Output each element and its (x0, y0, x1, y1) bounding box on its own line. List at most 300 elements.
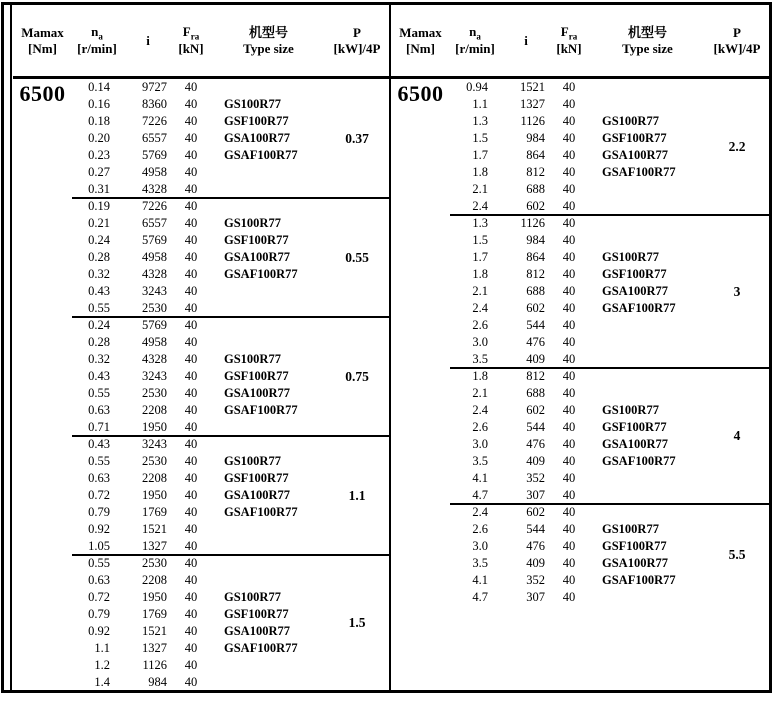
header-text: [r/min] (77, 40, 117, 56)
table-row (72, 453, 325, 470)
cell-fra: 40 (562, 352, 576, 366)
cell-ratio: 9727 (142, 80, 167, 94)
cell-na: 0.63 (88, 573, 110, 587)
cell-fra: 40 (184, 216, 198, 230)
power-rating-value: 1.5 (348, 615, 366, 630)
cell-na: 4.7 (472, 488, 488, 502)
group-rows (72, 79, 325, 198)
cell-na: 4.7 (472, 590, 488, 604)
power-group (72, 79, 389, 198)
cell-na: 0.55 (88, 301, 110, 315)
table-row (72, 351, 325, 368)
table-row (72, 657, 325, 674)
cell-fra: 40 (562, 539, 576, 553)
cell-ratio: 4328 (142, 267, 167, 281)
table-row (72, 147, 325, 164)
cell-fra: 40 (562, 114, 576, 128)
header-text: $n_a$ (91, 24, 103, 42)
cell-na: 0.27 (88, 165, 110, 179)
cell-na: 1.1 (94, 641, 110, 655)
table-row (72, 164, 325, 181)
table-row (450, 266, 705, 283)
cell-na: 2.6 (472, 318, 488, 332)
table-outer-border (1, 2, 772, 693)
cell-na: 0.43 (88, 369, 110, 383)
group-rows (450, 79, 705, 215)
col-header-na (450, 5, 500, 76)
table-row (72, 470, 325, 487)
table-row (450, 351, 705, 368)
table-row (450, 538, 705, 555)
table-row (450, 79, 705, 96)
cell-na: 1.8 (472, 267, 488, 281)
cell-fra: 40 (184, 437, 198, 451)
table-row (72, 504, 325, 521)
cell-na: 0.55 (88, 386, 110, 400)
cell-fra: 40 (562, 267, 576, 281)
table-body (391, 79, 769, 690)
cell-na: 0.43 (88, 284, 110, 298)
cell-na: 0.32 (88, 352, 110, 366)
cell-ratio: 1769 (142, 505, 167, 519)
cell-ratio: 1950 (142, 590, 167, 604)
table-half-right (391, 5, 769, 690)
table-row (72, 334, 325, 351)
cell-na: 0.72 (88, 488, 110, 502)
cell-type-size: GSF100R77 (224, 233, 289, 247)
cell-ratio: 4958 (142, 165, 167, 179)
table-row (72, 385, 325, 402)
cell-fra: 40 (562, 437, 576, 451)
cell-type-size: GS100R77 (224, 97, 281, 111)
cell-fra: 40 (184, 573, 198, 587)
mamax-value: 6500 (397, 81, 444, 106)
table-row (450, 555, 705, 572)
cell-na: 0.43 (88, 437, 110, 451)
cell-na: 1.4 (94, 675, 110, 689)
col-header-i (500, 5, 552, 76)
cell-na: 2.4 (472, 199, 488, 213)
cell-ratio: 2208 (142, 471, 167, 485)
cell-type-size: GSA100R77 (224, 250, 290, 264)
cell-na: 1.3 (472, 114, 488, 128)
cell-na: 0.94 (466, 80, 488, 94)
power-group (72, 198, 389, 317)
cell-type-size: GSA100R77 (602, 148, 668, 162)
cell-fra: 40 (562, 335, 576, 349)
cell-ratio: 1521 (142, 522, 167, 536)
col-header-mamax (13, 5, 72, 76)
cell-fra: 40 (184, 97, 198, 111)
cell-ratio: 602 (526, 301, 545, 315)
cell-ratio: 6557 (142, 131, 167, 145)
table-row (450, 164, 705, 181)
cell-fra: 40 (562, 165, 576, 179)
cell-ratio: 409 (526, 454, 545, 468)
cell-ratio: 7226 (142, 114, 167, 128)
cell-type-size: GS100R77 (602, 522, 659, 536)
cell-na: 1.2 (94, 658, 110, 672)
cell-ratio: 7226 (142, 199, 167, 213)
cell-ratio: 2530 (142, 301, 167, 315)
cell-ratio: 6557 (142, 216, 167, 230)
cell-ratio: 864 (526, 148, 545, 162)
cell-fra: 40 (562, 97, 576, 111)
cell-type-size: GSA100R77 (224, 488, 290, 502)
header-text: [r/min] (455, 40, 495, 56)
power-rating-value: 5.5 (728, 547, 746, 562)
cell-fra: 40 (184, 80, 198, 94)
header-text: [kN] (556, 40, 582, 56)
cell-na: 0.55 (88, 556, 110, 570)
cell-type-size: GSF100R77 (224, 114, 289, 128)
cell-na: 2.4 (472, 403, 488, 417)
cell-fra: 40 (184, 454, 198, 468)
cell-na: 0.16 (88, 97, 110, 111)
header-text: Type size (622, 40, 673, 56)
cell-na: 0.92 (88, 624, 110, 638)
cell-na: 3.5 (472, 556, 488, 570)
table-row (72, 113, 325, 130)
cell-type-size: GSF100R77 (602, 267, 667, 281)
cell-na: 1.5 (472, 131, 488, 145)
cell-na: 4.1 (472, 573, 488, 587)
cell-type-size: GSAF100R77 (224, 505, 298, 519)
col-header-p (325, 5, 389, 76)
cell-fra: 40 (184, 539, 198, 553)
cell-fra: 40 (562, 148, 576, 162)
group-rows (72, 555, 325, 690)
cell-na: 1.7 (472, 250, 488, 264)
cell-na: 0.63 (88, 471, 110, 485)
power-group (450, 368, 769, 504)
cell-ratio: 544 (526, 420, 545, 434)
cell-ratio: 3243 (142, 284, 167, 298)
header-text: $n_a$ (469, 24, 481, 42)
col-header-fra (552, 5, 586, 76)
group-rows (72, 317, 325, 436)
cell-type-size: GSF100R77 (224, 471, 289, 485)
cell-na: 0.21 (88, 216, 110, 230)
cell-type-size: GSAF100R77 (224, 267, 298, 281)
cell-na: 0.18 (88, 114, 110, 128)
power-rating-value: 0.75 (345, 368, 369, 384)
cell-na: 1.8 (472, 165, 488, 179)
col-header-type (586, 5, 705, 76)
cell-na: 0.28 (88, 335, 110, 349)
table-row (450, 419, 705, 436)
cell-na: 2.6 (472, 420, 488, 434)
cell-ratio: 688 (526, 386, 545, 400)
cell-na: 0.79 (88, 505, 110, 519)
cell-fra: 40 (184, 607, 198, 621)
table-body (13, 79, 389, 690)
cell-na: 0.71 (88, 420, 110, 434)
table-row (450, 317, 705, 334)
cell-na: 4.1 (472, 471, 488, 485)
cell-ratio: 1126 (520, 114, 545, 128)
cell-fra: 40 (562, 420, 576, 434)
cell-ratio: 544 (526, 318, 545, 332)
cell-fra: 40 (562, 403, 576, 417)
table-row (72, 623, 325, 640)
cell-fra: 40 (562, 233, 576, 247)
cell-ratio: 812 (526, 267, 545, 281)
col-header-na (72, 5, 122, 76)
cell-fra: 40 (562, 250, 576, 264)
table-row (450, 368, 705, 385)
cell-na: 0.24 (88, 318, 110, 332)
group-rows (450, 215, 705, 368)
cell-fra: 40 (184, 471, 198, 485)
table-row (72, 198, 325, 215)
cell-fra: 40 (184, 199, 198, 213)
table-row (72, 521, 325, 538)
cell-ratio: 1950 (142, 420, 167, 434)
cell-na: 3.0 (472, 539, 488, 553)
table-row (72, 419, 325, 436)
cell-na: 0.72 (88, 590, 110, 604)
cell-ratio: 2530 (142, 556, 167, 570)
table-row (72, 79, 325, 96)
cell-ratio: 4328 (142, 182, 167, 196)
cell-ratio: 2208 (142, 403, 167, 417)
cell-type-size: GSA100R77 (224, 624, 290, 638)
table-row (72, 283, 325, 300)
cell-fra: 40 (184, 284, 198, 298)
cell-type-size: GS100R77 (602, 250, 659, 264)
table-row (72, 606, 325, 623)
cell-type-size: GSAF100R77 (224, 148, 298, 162)
cell-fra: 40 (184, 403, 198, 417)
cell-fra: 40 (562, 284, 576, 298)
power-rating-value: 3 (733, 283, 741, 299)
cell-type-size: GSF100R77 (224, 369, 289, 383)
table-half-left (13, 5, 391, 690)
table-row (450, 283, 705, 300)
header-text: $F_{ra}$ (182, 24, 200, 42)
cell-fra: 40 (184, 420, 198, 434)
cell-ratio: 1126 (142, 658, 167, 672)
cell-type-size: GS100R77 (602, 403, 659, 417)
cell-ratio: 602 (526, 403, 545, 417)
table-row (450, 385, 705, 402)
cell-ratio: 307 (526, 590, 545, 604)
table-row (72, 249, 325, 266)
cell-ratio: 984 (526, 131, 545, 145)
cell-fra: 40 (562, 80, 576, 94)
col-header-mamax (391, 5, 450, 76)
group-rows (450, 368, 705, 504)
cell-na: 3.0 (472, 437, 488, 451)
cell-na: 1.5 (472, 233, 488, 247)
groups (72, 79, 389, 690)
cell-type-size: GSAF100R77 (602, 301, 676, 315)
cell-na: 0.92 (88, 522, 110, 536)
cell-fra: 40 (562, 556, 576, 570)
cell-fra: 40 (184, 301, 198, 315)
header-text: [kN] (178, 40, 204, 56)
cell-type-size: GSF100R77 (602, 131, 667, 145)
cell-type-size: GSAF100R77 (224, 403, 298, 417)
cell-ratio: 544 (526, 522, 545, 536)
cell-fra: 40 (184, 505, 198, 519)
cell-na: 2.1 (472, 182, 488, 196)
cell-type-size: GS100R77 (224, 590, 281, 604)
cell-type-size: GSA100R77 (602, 284, 668, 298)
cell-type-size: GSAF100R77 (224, 641, 298, 655)
table-row (72, 130, 325, 147)
cell-type-size: GSA100R77 (224, 131, 290, 145)
table-row (450, 572, 705, 589)
table-row (72, 317, 325, 334)
table-row (450, 470, 705, 487)
power-rating-value: 4 (733, 428, 741, 443)
cell-na: 0.63 (88, 403, 110, 417)
table-row (450, 487, 705, 504)
table-row (450, 130, 705, 147)
cell-ratio: 3243 (142, 369, 167, 383)
header-text: [kW]/4P (333, 40, 381, 56)
cell-fra: 40 (184, 148, 198, 162)
table-row (450, 334, 705, 351)
cell-na: 0.20 (88, 131, 110, 145)
cell-ratio: 1327 (142, 539, 167, 553)
cell-na: 0.23 (88, 148, 110, 162)
cell-fra: 40 (562, 301, 576, 315)
cell-ratio: 984 (148, 675, 167, 689)
cell-type-size: GSA100R77 (602, 556, 668, 570)
cell-ratio: 4958 (142, 250, 167, 264)
cell-ratio: 4328 (142, 352, 167, 366)
table-row (450, 147, 705, 164)
table-row (72, 555, 325, 572)
cell-na: 0.31 (88, 182, 110, 196)
table-row (450, 232, 705, 249)
cell-fra: 40 (184, 641, 198, 655)
table-row (450, 402, 705, 419)
cell-na: 2.6 (472, 522, 488, 536)
cell-type-size: GSAF100R77 (602, 573, 676, 587)
cell-ratio: 5769 (142, 318, 167, 332)
cell-ratio: 3243 (142, 437, 167, 451)
cell-ratio: 409 (526, 352, 545, 366)
header-text: [Nm] (406, 40, 435, 56)
cell-fra: 40 (562, 182, 576, 196)
power-group (72, 555, 389, 690)
cell-ratio: 688 (526, 182, 545, 196)
cell-ratio: 1327 (520, 97, 545, 111)
cell-fra: 40 (562, 454, 576, 468)
cell-ratio: 352 (526, 573, 545, 587)
cell-na: 1.1 (472, 97, 488, 111)
table-row (72, 538, 325, 555)
cell-fra: 40 (562, 386, 576, 400)
header-text: i (146, 32, 150, 48)
table-row (72, 436, 325, 453)
cell-type-size: GSA100R77 (602, 437, 668, 451)
table-row (450, 96, 705, 113)
cell-na: 2.1 (472, 386, 488, 400)
cell-type-size: GS100R77 (224, 352, 281, 366)
table-row (72, 640, 325, 657)
cell-type-size: GSF100R77 (224, 607, 289, 621)
cell-fra: 40 (562, 590, 576, 604)
header-row (13, 5, 389, 79)
table-row (450, 300, 705, 317)
cell-type-size: GS100R77 (224, 454, 281, 468)
cell-fra: 40 (562, 199, 576, 213)
cell-na: 1.3 (472, 216, 488, 230)
table-row (72, 215, 325, 232)
table-row (72, 572, 325, 589)
table-row (450, 521, 705, 538)
header-row (391, 5, 769, 79)
cell-ratio: 4958 (142, 335, 167, 349)
power-group (72, 317, 389, 436)
cell-fra: 40 (184, 233, 198, 247)
cell-ratio: 5769 (142, 233, 167, 247)
cell-fra: 40 (562, 131, 576, 145)
mamax-value: 6500 (19, 81, 66, 106)
cell-type-size: GS100R77 (602, 114, 659, 128)
cell-fra: 40 (184, 318, 198, 332)
cell-ratio: 984 (526, 233, 545, 247)
left-inner-rule (10, 5, 12, 690)
cell-na: 0.14 (88, 80, 110, 94)
cell-fra: 40 (562, 573, 576, 587)
cell-ratio: 602 (526, 199, 545, 213)
cell-fra: 40 (184, 658, 198, 672)
header-text: 机型号 (627, 24, 667, 40)
groups (450, 79, 769, 606)
header-text: Type size (243, 40, 294, 56)
header-text: [kW]/4P (713, 40, 761, 56)
cell-na: 0.28 (88, 250, 110, 264)
table-row (72, 266, 325, 283)
table-row (450, 249, 705, 266)
cell-ratio: 476 (526, 437, 545, 451)
cell-type-size: GSF100R77 (602, 539, 667, 553)
cell-na: 0.79 (88, 607, 110, 621)
table-row (72, 181, 325, 198)
power-group (72, 436, 389, 555)
col-header-type (208, 5, 325, 76)
cell-na: 3.5 (472, 352, 488, 366)
cell-ratio: 5769 (142, 148, 167, 162)
cell-fra: 40 (184, 556, 198, 570)
power-rating-value: 0.37 (345, 130, 369, 146)
cell-fra: 40 (184, 386, 198, 400)
power-group (450, 215, 769, 368)
cell-fra: 40 (184, 182, 198, 196)
cell-ratio: 812 (526, 165, 545, 179)
cell-ratio: 864 (526, 250, 545, 264)
cell-ratio: 2208 (142, 573, 167, 587)
cell-fra: 40 (184, 624, 198, 638)
cell-fra: 40 (184, 488, 198, 502)
col-header-p (705, 5, 769, 76)
table-row (72, 589, 325, 606)
table-row (72, 402, 325, 419)
cell-na: 2.4 (472, 301, 488, 315)
power-group (450, 79, 769, 215)
header-text: Mamax (21, 24, 64, 40)
cell-ratio: 409 (526, 556, 545, 570)
power-group (450, 504, 769, 606)
cell-ratio: 1950 (142, 488, 167, 502)
cell-ratio: 812 (526, 369, 545, 383)
